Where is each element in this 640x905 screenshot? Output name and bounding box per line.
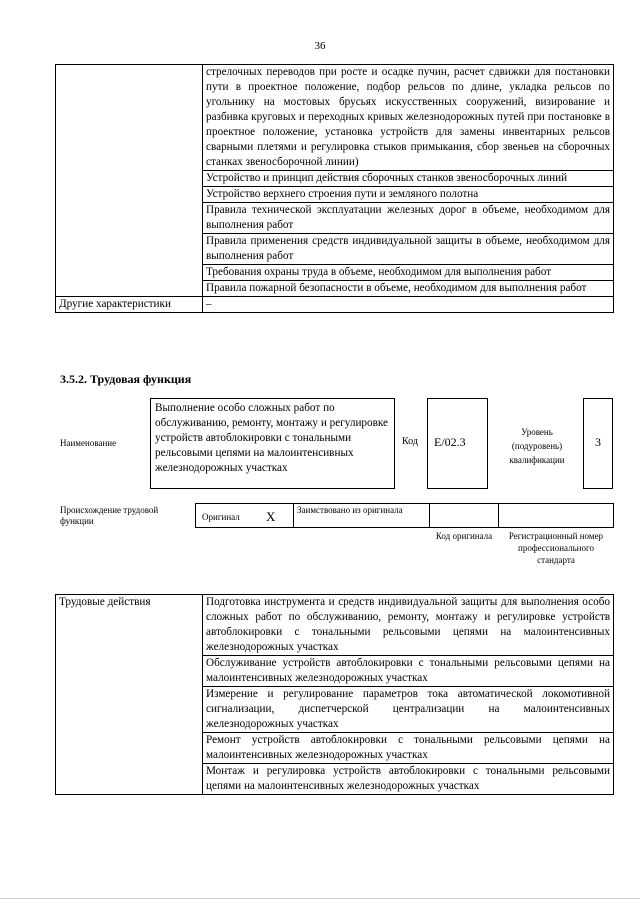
table-row [56,65,614,171]
origin-code-caption: Код оригинала [435,531,493,541]
labor-actions-table [55,594,614,795]
table-cell: Ремонт устройств автоблокировки с тональными рельсовыми цепями на малоинтенсивных железнодорожных участках [203,733,614,764]
code-value: Е/02.3 [434,435,466,449]
origin-label: Происхождение трудовой функции [60,505,159,526]
level-box [583,398,613,489]
other-characteristics-label: Другие характеристики [56,297,203,313]
labor-actions-label: Трудовые действия [56,595,203,795]
function-name: Выполнение особо сложных работ по обслуживанию, ремонту, монтажу и регулировке устройств автоблокировки с тональными рельсовыми цепями на малоинтенсивных железнодорожных участках [155,402,389,474]
level-value: 3 [595,435,601,449]
knowledge-table [55,64,614,313]
table-row [56,595,614,656]
origin-borrowed-label: Заимствовано из оригинала [297,505,403,515]
origin-reg-cell [498,503,614,528]
code-label: Код [402,436,418,447]
table-cell: Подготовка инструмента и средств индивидуальной защиты для выполнения особо сложных работ по обслуживанию, ремонту, монтажу и регулировке устройств автоблокировки с тональными рельсовыми цепями на малоинтенсивных железнодорожных участках [203,595,614,656]
table-cell: стрелочных переводов при росте и осадке пучин, расчет сдвижки для постановки пути в проектное положение, подбор рельсов по длине, укладка рельсов по угольнику на мостовых брусьях искусственных сооружений, визирование и разбивка круговых и переходных кривых железнодорожных путей при постановке в проектное положение, установка устройств для замены инвентарных рельсов сварными плетями и регулировка стыков примыкания, сбор звеньев на сборочных станках звеносборочной линии) [203,65,614,171]
table-cell: Устройство верхнего строения пути и земляного полотна [203,187,614,203]
table-cell: Требования охраны труда в объеме, необходимом для выполнения работ [203,265,614,281]
table-cell: Монтаж и регулировка устройств автоблокировки с тональными рельсовыми цепями на малоинтенсивных железнодорожных участках [203,764,614,795]
page-number: 36 [314,40,326,52]
table-row [56,297,614,313]
table-cell: Правила технической эксплуатации железных дорог в объеме, необходимом для выполнения работ [203,203,614,234]
level-label: Уровень (подуровень) квалификации [509,427,565,465]
table-cell: Правила применения средств индивидуальной защиты в объеме, необходимом для выполнения работ [203,234,614,265]
origin-original-cell [195,503,294,528]
origin-code-cell [429,503,499,528]
code-box [427,398,488,489]
function-name-box [150,398,395,489]
table-cell: Устройство и принцип действия сборочных станков звеносборочных линий [203,171,614,187]
table-cell: Измерение и регулирование параметров тока автоматической локомотивной сигнализации, диспетчерской централизации на малоинтенсивных железнодорожных участках [203,687,614,733]
origin-borrowed-cell [293,503,430,528]
origin-reg-caption: Регистрационный номер профессионального стандарта [508,531,604,565]
table-cell: Правила пожарной безопасности в объеме, необходимом для выполнения работ [203,281,614,297]
table-cell-empty [56,65,203,297]
origin-original-mark: X [266,509,276,524]
scan-artifact-line [0,898,640,899]
table-cell: Обслуживание устройств автоблокировки с тональными рельсовыми цепями на малоинтенсивных железнодорожных участках [203,656,614,687]
section-title: 3.5.2. Трудовая функция [60,372,192,386]
other-characteristics-value: – [203,297,614,313]
name-label: Наименование [60,438,117,448]
origin-original-label: Оригинал [202,512,240,522]
